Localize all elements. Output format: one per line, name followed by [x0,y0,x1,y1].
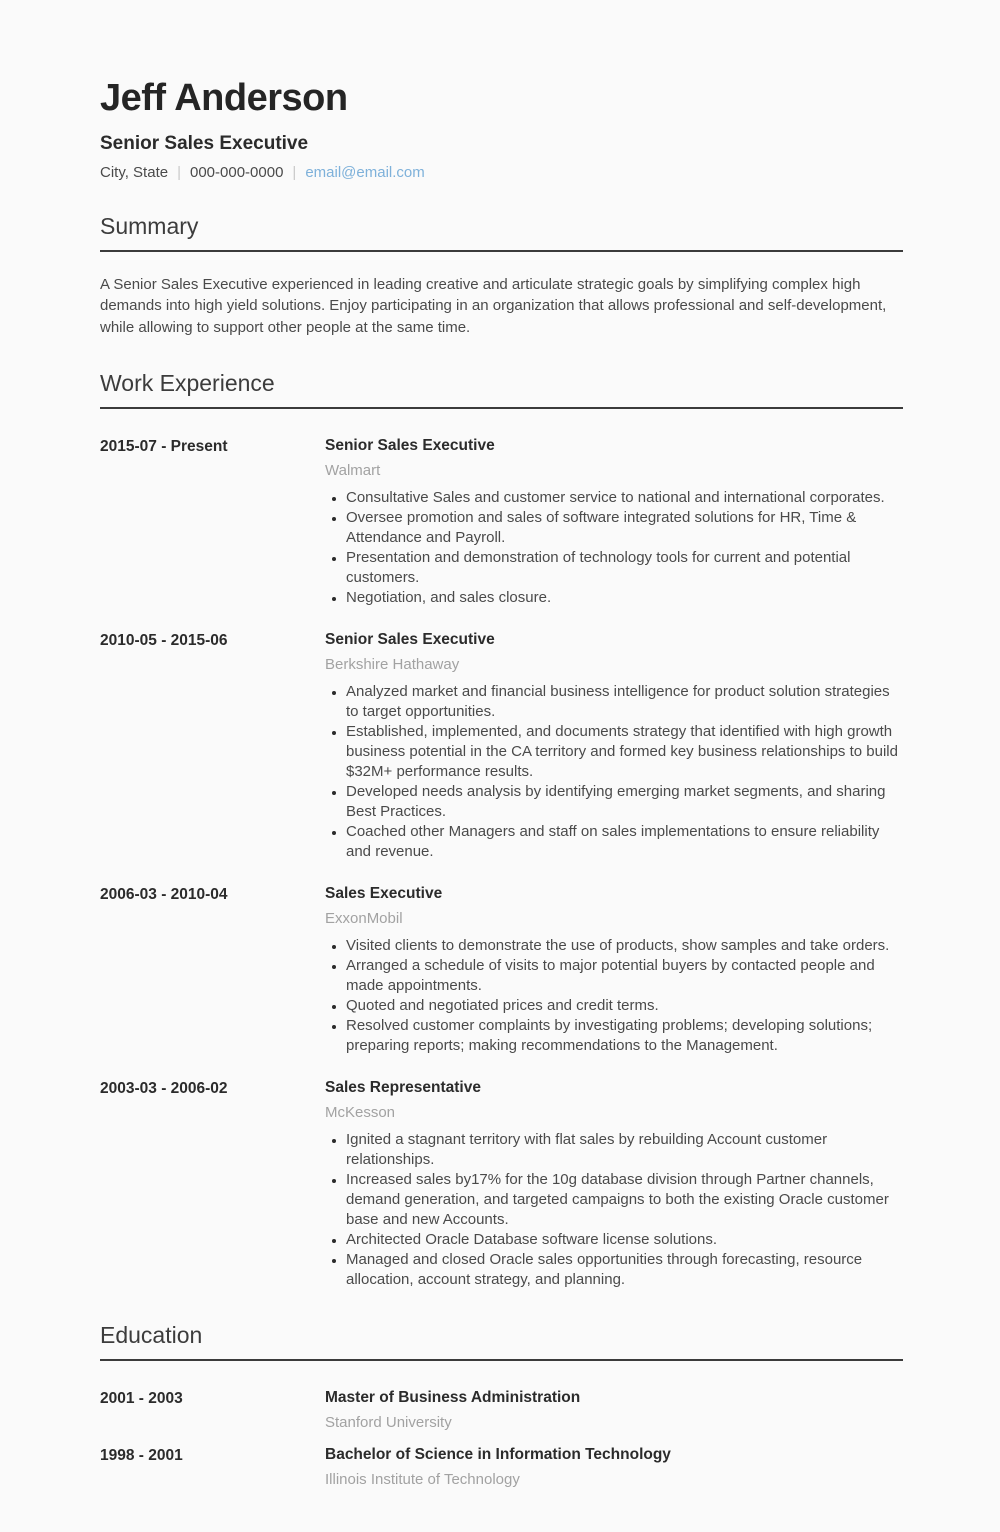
bullet-item: • Increased sales by17% for the 10g database division through Partner channels, demand generation, and targeted campaigns to both the existing Oracle customer base and new Accounts. [346,1170,903,1230]
bullet-item: • Quoted and negotiated prices and credit terms. [346,996,903,1016]
summary-section [100,213,903,339]
entry-period: 2006-03 - 2010-04 [100,886,228,904]
contact-location: City, State [100,163,169,181]
entry-title: Senior Sales Executive [325,437,495,455]
education-entries [100,1388,903,1490]
entry-company: Berkshire Hathaway [325,656,460,674]
work-experience-section [100,370,903,1290]
entry-company: ExxonMobil [325,910,403,928]
entry-degree: Bachelor of Science in Information Technology [325,1446,671,1464]
bullet-item: • Presentation and demonstration of technology tools for current and potential customers. [346,548,903,588]
resume-header [100,76,903,181]
contact-email-link[interactable]: email@email.com [305,163,425,181]
entry-degree: Master of Business Administration [325,1389,581,1407]
bullet-item: • Visited clients to demonstrate the use of products, show samples and take orders. [346,936,903,956]
work-entry [100,630,903,862]
bullet-item: • Ignited a stagnant territory with flat sales by rebuilding Account customer relationships. [346,1130,903,1170]
entry-details [325,630,903,862]
bullet-item: • Developed needs analysis by identifying emerging market segments, and sharing Best Practices. [346,782,903,822]
bullet-item: • Architected Oracle Database software license solutions. [346,1230,903,1250]
work-experience-heading: Work Experience [100,370,903,409]
contact-info [100,164,903,181]
entry-details [325,1445,903,1490]
bullet-item: • Negotiation, and sales closure. [346,588,903,608]
work-entry [100,884,903,1056]
entry-period: 1998 - 2001 [100,1447,183,1465]
entry-bullets [325,682,903,862]
entry-school: Stanford University [325,1414,452,1432]
work-entry [100,436,903,608]
work-entry [100,1078,903,1290]
entry-company: McKesson [325,1104,396,1122]
contact-phone: 000-000-0000 [190,163,284,181]
contact-separator: | [177,163,181,181]
person-name: Jeff Anderson [100,77,348,119]
summary-text: A Senior Sales Executive experienced in leading creative and articulate strategic goals by simplifying complex high demands into high yield solutions. Enjoy participating in an organization that allows professional and self-development, while allowing to support other people at the same time. [100,275,887,336]
entry-period: 2010-05 - 2015-06 [100,632,228,650]
entry-title: Sales Representative [325,1079,481,1097]
bullet-item: • Analyzed market and financial business intelligence for product solution strategies to target opportunities. [346,682,903,722]
entry-period: 2001 - 2003 [100,1390,183,1408]
entry-details [325,1388,903,1433]
bullet-item: • Oversee promotion and sales of software integrated solutions for HR, Time & Attendance and Payroll. [346,508,903,548]
entry-company: Walmart [325,462,381,480]
entry-school: Illinois Institute of Technology [325,1471,520,1489]
entry-period: 2003-03 - 2006-02 [100,1080,228,1098]
bullet-item: • Managed and closed Oracle sales opportunities through forecasting, resource allocation, account strategy, and planning. [346,1250,903,1290]
entry-details [325,1078,903,1290]
bullet-item: • Established, implemented, and documents strategy that identified with high growth business potential in the CA territory and formed key business relationships to build $32M+ performance results. [346,722,903,782]
bullet-item: • Consultative Sales and customer service to national and international corporates. [346,488,903,508]
entry-details [325,884,903,1056]
education-entry [100,1445,903,1490]
person-job-title: Senior Sales Executive [100,132,309,154]
entry-bullets [325,1130,903,1290]
entry-bullets [325,488,903,608]
entry-bullets [325,936,903,1056]
bullet-item: • Arranged a schedule of visits to major potential buyers by contacted people and made appointments. [346,956,903,996]
contact-separator: | [292,163,297,181]
entry-period: 2015-07 - Present [100,438,228,456]
summary-heading: Summary [100,213,903,252]
bullet-item: • Resolved customer complaints by investigating problems; developing solutions; preparing reports; making recommendations to the Management. [346,1016,903,1056]
entry-title: Sales Executive [325,885,443,903]
education-heading: Education [100,1322,903,1361]
entry-details [325,436,903,608]
education-section [100,1322,903,1490]
entry-title: Senior Sales Executive [325,631,495,649]
work-experience-entries [100,436,903,1290]
bullet-item: • Coached other Managers and staff on sales implementations to ensure reliability and revenue. [346,822,903,862]
education-entry [100,1388,903,1433]
